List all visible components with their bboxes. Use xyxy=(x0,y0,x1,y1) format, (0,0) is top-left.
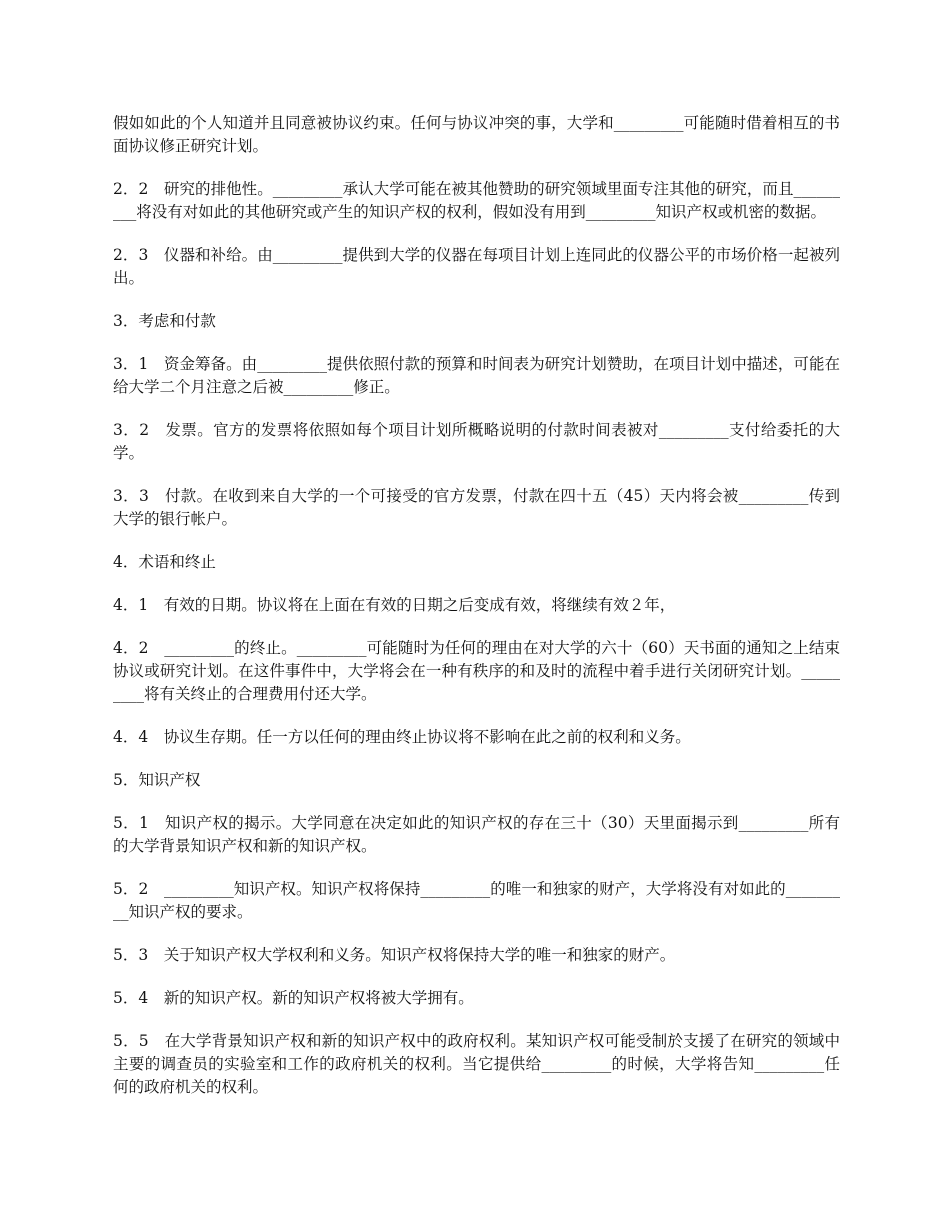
clause-2-3-equipment: 2．3 仪器和补给。由_________提供到大学的仪器在每项目计划上连同此的仪器公平的市场价格一起被列出。 xyxy=(113,246,840,287)
section-4-heading: 4．术语和终止 xyxy=(113,553,216,571)
clause-5-1-disclosure: 5．1 知识产权的揭示。大学同意在决定如此的知识产权的存在三十（30）天里面揭示到_________所有的大学背景知识产权和新的知识产权。 xyxy=(113,814,840,855)
section-3-heading: 3．考虑和付款 xyxy=(113,312,216,330)
clause-5-2-sponsor-ip: 5．2 _________知识产权。知识产权将保持_________的唯一和独家的财产，大学将没有对如此的_________知识产权的要求。 xyxy=(113,880,840,921)
section-5-heading: 5．知识产权 xyxy=(113,771,201,789)
clause-5-3-university-ip: 5．3 关于知识产权大学权利和义务。知识产权将保持大学的唯一和独家的财产。 xyxy=(113,946,676,964)
clause-3-3-payment: 3．3 付款。在收到来自大学的一个可接受的官方发票，付款在四十五（45）天内将会被_________传到大学的银行帐户。 xyxy=(113,487,840,528)
clause-3-1-funding: 3．1 资金筹备。由_________提供依照付款的预算和时间表为研究计划赞助，在项目计划中描述，可能在给大学二个月注意之后被_________修正。 xyxy=(113,355,840,396)
clause-4-2-termination: 4．2 _________的终止。_________可能随时为任何的理由在对大学的六十（60）天书面的通知之上结束协议或研究计划。在这件事件中，大学将会在一种有秩序的和及时的流程中着手进行关闭研究计划。_________将有关终止的合理费用付还大学。 xyxy=(113,639,840,703)
clause-4-4-survival: 4．4 协议生存期。任一方以任何的理由终止协议将不影响在此之前的权利和义务。 xyxy=(113,728,691,746)
clause-3-2-invoice: 3．2 发票。官方的发票将依照如每个项目计划所概略说明的付款时间表被对_________支付给委托的大学。 xyxy=(113,421,840,462)
clause-4-1-effective-date: 4．1 有效的日期。协议将在上面在有效的日期之后变成有效，将继续有效２年， xyxy=(113,596,676,614)
clause-2-2-exclusivity: 2．2 研究的排他性。_________承认大学可能在被其他赞助的研究领域里面专注其他的研究，而且_________将没有对如此的其他研究或产生的知识产权的权利，假如没有用到_________知识产权或机密的数据。 xyxy=(113,180,840,221)
clause-5-4-new-ip: 5．4 新的知识产权。新的知识产权将被大学拥有。 xyxy=(113,989,474,1007)
paragraph-amendment: 假如如此的个人知道并且同意被协议约束。任何与协议冲突的事，大学和_________可能随时借着相互的书面协议修正研究计划。 xyxy=(113,114,840,155)
document-body xyxy=(113,112,840,1119)
clause-5-5-government-rights: 5．5 在大学背景知识产权和新的知识产权中的政府权利。某知识产权可能受制於支援了在研究的领域中主要的调查员的实验室和工作的政府机关的权利。当它提供给_________的时候，大学将告知_________任何的政府机关的权利。 xyxy=(113,1032,840,1096)
